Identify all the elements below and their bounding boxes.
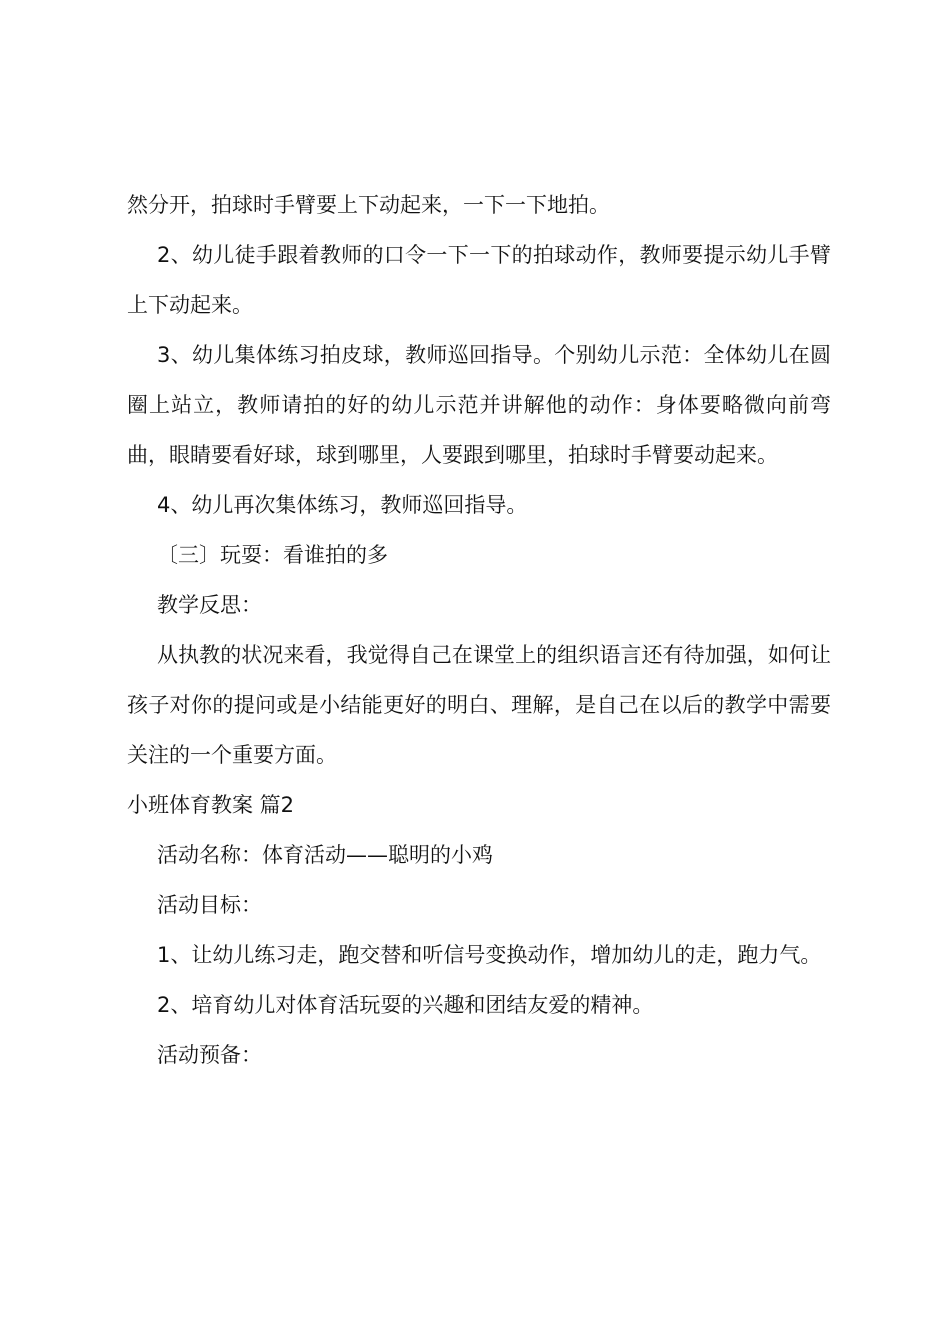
paragraph-goal-2: 2、培育幼儿对体育活玩耍的兴趣和团结友爱的精神。 xyxy=(157,993,654,1017)
paragraph-goal-1: 1、让幼儿练习走，跑交替和听信号变换动作，增加幼儿的走，跑力气。 xyxy=(157,943,822,967)
document-body xyxy=(127,180,831,1080)
paragraph-reflection-body: 从执教的状况来看，我觉得自己在课堂上的组织语言还有待加强，如何让孩子对你的提问或是小结能更好的明白、理解，是自己在以后的教学中需要关注的一个重要方面。 xyxy=(127,643,831,767)
paragraph-game: 〔三〕玩耍：看谁拍的多 xyxy=(157,543,388,567)
section-heading: 小班体育教案 篇2 xyxy=(127,793,295,817)
paragraph-activity-goals-title: 活动目标： xyxy=(157,893,262,917)
paragraph-reflection-title: 教学反思： xyxy=(157,593,262,617)
paragraph-activity-name: 活动名称：体育活动——聪明的小鸡 xyxy=(157,843,493,867)
paragraph-step-2: 2、幼儿徒手跟着教师的口令一下一下的拍球动作，教师要提示幼儿手臂上下动起来。 xyxy=(127,243,831,317)
paragraph-preparation-title: 活动预备： xyxy=(157,1043,262,1067)
paragraph-continuation: 然分开，拍球时手臂要上下动起来，一下一下地拍。 xyxy=(127,193,610,217)
paragraph-step-3: 3、幼儿集体练习拍皮球，教师巡回指导。个别幼儿示范：全体幼儿在圆圈上站立，教师请拍的好的幼儿示范并讲解他的动作：身体要略微向前弯曲，眼睛要看好球，球到哪里，人要跟到哪里，拍球时手臂要动起来。 xyxy=(127,343,831,467)
paragraph-step-4: 4、幼儿再次集体练习，教师巡回指导。 xyxy=(157,493,528,517)
